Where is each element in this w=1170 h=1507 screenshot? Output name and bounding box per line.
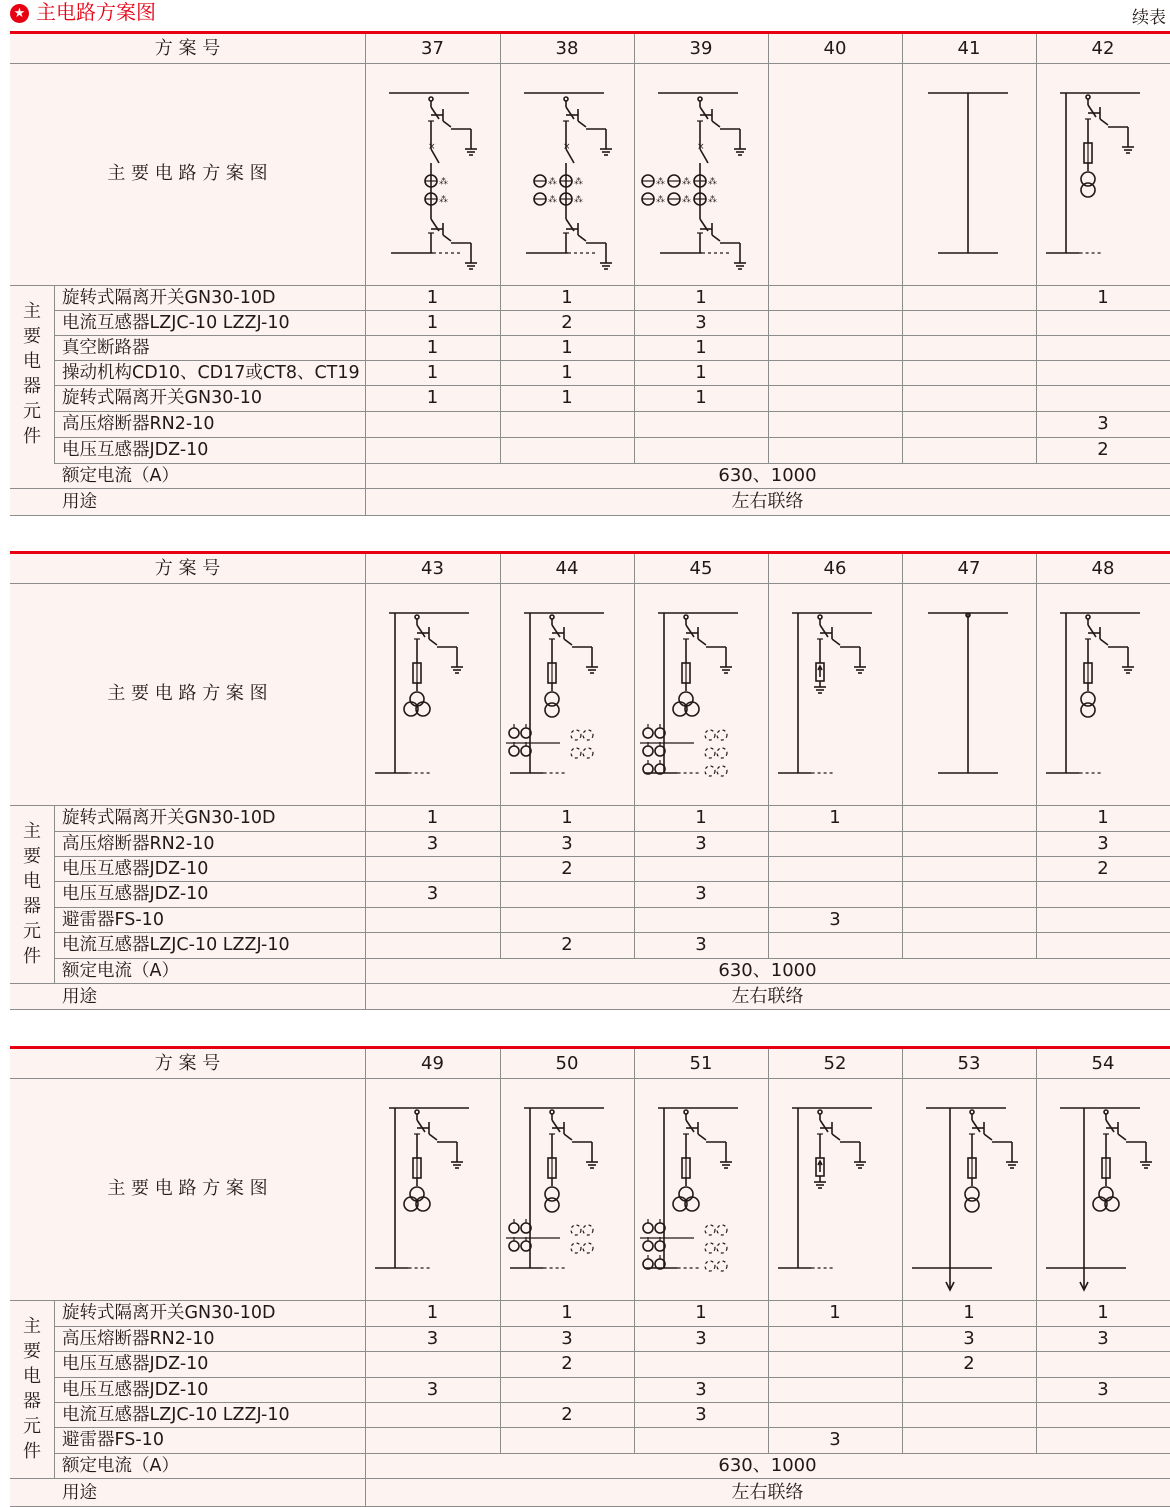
circuit-diagram-44 [500,583,634,805]
component-quantity [902,805,1036,831]
component-quantity: 2 [561,311,573,333]
component-quantity: 3 [426,1378,439,1400]
component-quantity: 3 [695,934,707,955]
grid-line [10,515,1170,516]
circuit-diagram-51 [634,1078,768,1300]
grid-line [768,554,769,958]
grid-line [634,1049,635,1453]
circuit-diagram-41 [902,63,1036,285]
component-name: 电压互感器JDZ-10 [62,440,209,460]
component-quantity: 2 [561,934,573,955]
component-group-label [10,285,54,463]
component-quantity: 3 [426,832,439,854]
component-quantity: 1 [561,336,573,358]
circuit-diagram-40 [768,63,902,285]
component-quantity: 3 [695,311,707,333]
circuit-diagram-37 [365,63,499,285]
component-quantity: 3 [963,1327,975,1349]
component-quantity [634,1351,768,1377]
grid-line [1036,1049,1037,1453]
component-quantity [634,411,768,437]
component-quantity [500,411,634,437]
group-label-char: 要 [23,846,41,867]
group-label-char: 要 [23,1341,41,1362]
circuit-diagram-47 [902,583,1036,805]
scheme-number: 38 [555,37,579,59]
scheme-number: 51 [689,1052,713,1074]
page-header [0,0,1170,30]
component-name: 真空断路器 [62,337,150,358]
svg-text:⁂: ⁂ [708,177,717,187]
component-quantity: 2 [561,1403,573,1425]
component-quantity: 1 [561,807,573,828]
component-quantity: 1 [695,361,707,383]
component-name: 电压互感器JDZ-10 [62,1354,209,1374]
component-quantity [768,856,902,881]
component-quantity: 3 [1097,832,1109,854]
component-quantity: 3 [426,883,439,904]
component-name: 高压熔断器RN2-10 [62,1328,215,1349]
component-quantity: 1 [426,387,439,408]
grid-line [768,1049,769,1453]
component-quantity [365,1402,500,1427]
group-label-char: 电 [23,351,41,372]
component-name: 电压互感器JDZ-10 [62,858,209,879]
grid-line [365,1300,366,1507]
component-quantity [902,856,1036,881]
grid-line [902,34,903,463]
group-label-char: 件 [23,426,41,447]
circuit-diagram-54 [1036,1078,1170,1300]
scheme-number: 53 [957,1052,981,1074]
component-quantity [1036,335,1170,360]
component-quantity [902,907,1036,932]
component-quantity: 1 [426,336,439,358]
component-quantity [365,907,500,932]
component-quantity [500,1427,634,1453]
svg-text:⁂: ⁂ [574,195,583,205]
component-quantity [1036,907,1170,932]
scheme-number-label: 方 案 号 [154,557,221,579]
diagram-row-label: 主 要 电 路 方 案 图 [107,163,268,184]
component-quantity [902,335,1036,360]
svg-text:⁂: ⁂ [574,177,583,187]
component-quantity: 1 [426,807,439,828]
component-quantity [902,1402,1036,1427]
component-quantity [365,411,500,437]
component-name: 旋转式隔离开关GN30-10D [62,1303,276,1323]
svg-text:⁂: ⁂ [656,195,665,205]
circuit-diagram-39 [634,63,768,285]
circuit-diagram-50 [500,1078,634,1300]
circuit-diagram-53 [902,1078,1036,1300]
component-quantity [768,285,902,310]
component-quantity: 1 [695,807,707,828]
rated-current-value: 630、1000 [718,959,817,981]
component-quantity [1036,360,1170,385]
svg-text:⁂: ⁂ [439,195,448,205]
component-name: 高压熔断器RN2-10 [62,833,215,854]
svg-text:⁂: ⁂ [439,177,448,187]
scheme-number: 41 [957,37,981,59]
component-quantity [768,881,902,907]
scheme-table-2 [10,551,1170,1010]
grid-line [902,1049,903,1453]
component-quantity [1036,1427,1170,1453]
component-quantity [365,1427,500,1453]
component-name: 避雷器FS-10 [62,1430,164,1450]
component-quantity [902,360,1036,385]
component-quantity [902,831,1036,856]
group-label-char: 器 [23,376,41,397]
component-quantity [365,437,500,463]
grid-line [500,34,501,463]
component-quantity [768,831,902,856]
component-quantity [365,932,500,958]
scheme-number: 37 [421,37,444,59]
component-quantity [768,411,902,437]
component-quantity: 3 [561,1327,573,1349]
continued-label: 续表 [1132,8,1166,28]
component-quantity: 1 [829,1302,841,1323]
component-group-label [10,805,54,983]
component-quantity: 1 [695,286,707,308]
component-quantity [500,437,634,463]
component-quantity: 3 [829,908,841,930]
component-name: 电压互感器JDZ-10 [62,1379,209,1400]
scheme-table-3 [10,1046,1170,1507]
circuit-diagram-49 [365,1078,499,1300]
svg-text:⁂: ⁂ [656,177,665,187]
svg-text:⁂: ⁂ [548,177,557,187]
scheme-number: 54 [1091,1052,1115,1074]
component-quantity [634,856,768,881]
component-quantity: 2 [1097,857,1109,879]
page-title: 主电路方案图 [36,0,156,24]
scheme-number: 42 [1091,37,1115,59]
component-quantity [500,881,634,907]
component-quantity [1036,932,1170,958]
scheme-number: 47 [957,557,981,579]
group-label-char: 电 [23,871,41,892]
circuit-diagram-48 [1036,583,1170,805]
component-quantity: 1 [1097,1302,1109,1323]
component-quantity: 1 [963,1302,975,1323]
component-quantity: 2 [561,857,573,879]
grid-line [500,1049,501,1453]
component-quantity: 3 [695,883,707,904]
circuit-diagram-42 [1036,63,1170,285]
grid-line [634,554,635,958]
group-label-char: 主 [23,1316,41,1337]
group-label-char: 元 [23,401,41,422]
component-quantity [365,856,500,881]
component-quantity [902,437,1036,463]
scheme-number: 39 [689,37,713,59]
component-quantity [768,360,902,385]
component-quantity: 1 [1097,807,1109,828]
circuit-diagram-43 [365,583,499,805]
component-quantity [365,1351,500,1377]
rated-current-label: 额定电流（A） [62,465,179,486]
group-label-char: 件 [23,1441,41,1462]
component-quantity [902,881,1036,907]
scheme-number: 46 [823,557,847,579]
component-name: 电流互感器LZJC-10 LZZJ-10 [62,935,290,955]
component-quantity: 1 [1097,286,1109,308]
component-quantity: 1 [561,387,573,408]
component-quantity [634,437,768,463]
component-quantity [902,285,1036,310]
grid-line [1036,554,1037,958]
component-quantity: 3 [1097,413,1109,434]
component-quantity: 3 [695,1403,707,1425]
component-quantity [902,385,1036,411]
component-quantity: 2 [963,1353,975,1374]
svg-text:⁂: ⁂ [708,195,717,205]
component-quantity [1036,1351,1170,1377]
circuit-diagram-45 [634,583,768,805]
svg-text:⁂: ⁂ [548,195,557,205]
component-quantity [768,1377,902,1402]
component-quantity [768,1402,902,1427]
grid-line [54,1300,55,1478]
usage-label: 用途 [62,492,97,512]
group-label-char: 要 [23,326,41,347]
svg-text:⁂: ⁂ [682,195,691,205]
grid-line [54,805,55,983]
component-quantity [902,1377,1036,1402]
component-quantity: 3 [561,832,573,854]
group-label-char: 器 [23,1391,41,1412]
component-quantity [768,1351,902,1377]
scheme-number: 40 [823,37,847,59]
component-quantity [634,907,768,932]
component-quantity [902,411,1036,437]
group-label-char: 主 [23,821,41,842]
rated-current-value: 630、1000 [718,1454,817,1476]
component-quantity: 2 [561,1353,573,1374]
rated-current-value: 630、1000 [718,464,817,486]
usage-value: 左右联络 [731,491,804,512]
usage-label: 用途 [62,986,97,1007]
component-quantity: 3 [426,1327,439,1349]
grid-line [1036,34,1037,463]
diagram-row-label: 主 要 电 路 方 案 图 [107,1178,268,1199]
component-quantity [768,310,902,335]
component-quantity: 1 [695,336,707,358]
component-quantity: 3 [1097,1378,1109,1400]
grid-line [768,34,769,463]
svg-text:×: × [428,142,436,152]
scheme-number: 45 [689,557,713,579]
component-quantity [500,1377,634,1402]
star-icon: ★ [10,4,29,23]
component-quantity [768,932,902,958]
diagram-row-label: 主 要 电 路 方 案 图 [107,683,268,704]
component-quantity [634,1427,768,1453]
component-quantity: 1 [426,1302,439,1323]
rated-current-label: 额定电流（A） [62,960,179,981]
component-name: 旋转式隔离开关GN30-10D [62,808,276,828]
scheme-table-1 [10,31,1170,516]
svg-text:×: × [563,142,571,152]
component-name: 电流互感器LZJC-10 LZZJ-10 [62,312,290,333]
component-quantity: 1 [426,286,439,308]
scheme-number-label: 方 案 号 [154,37,221,59]
scheme-number: 49 [421,1052,444,1074]
component-name: 电流互感器LZJC-10 LZZJ-10 [62,1404,290,1425]
circuit-diagram-46 [768,583,902,805]
component-quantity [768,437,902,463]
circuit-diagram-52 [768,1078,902,1300]
component-name: 旋转式隔离开关GN30-10 [62,388,263,408]
component-quantity: 3 [829,1429,841,1450]
component-name: 高压熔断器RN2-10 [62,414,215,434]
scheme-number: 52 [823,1052,847,1074]
component-quantity: 1 [426,361,439,383]
grid-line [902,554,903,958]
component-quantity [500,907,634,932]
component-quantity [1036,881,1170,907]
component-quantity [902,932,1036,958]
usage-value: 左右联络 [731,985,804,1007]
component-quantity [768,1326,902,1351]
scheme-number-label: 方 案 号 [154,1052,221,1074]
svg-text:⁂: ⁂ [682,177,691,187]
component-quantity [768,385,902,411]
component-quantity: 1 [561,1302,573,1323]
grid-line [10,1009,1170,1010]
component-quantity: 1 [695,1302,707,1323]
group-label-char: 主 [23,301,41,322]
scheme-number: 44 [555,557,579,579]
component-quantity [902,1427,1036,1453]
component-quantity: 3 [1097,1327,1109,1349]
group-label-char: 元 [23,1416,41,1437]
component-quantity: 3 [695,1378,707,1400]
component-quantity [1036,1402,1170,1427]
component-quantity [1036,310,1170,335]
scheme-number: 48 [1091,557,1115,579]
svg-text:×: × [697,142,705,152]
component-quantity [768,335,902,360]
group-label-char: 件 [23,946,41,967]
component-quantity: 3 [695,1327,707,1349]
usage-value: 左右联络 [731,1481,804,1503]
grid-line [365,285,366,516]
component-name: 旋转式隔离开关GN30-10D [62,287,276,308]
component-quantity: 2 [1097,439,1109,460]
grid-line [54,285,55,463]
grid-line [500,554,501,958]
component-name: 电压互感器JDZ-10 [62,884,209,904]
component-group-label [10,1300,54,1478]
scheme-number: 43 [421,557,444,579]
component-quantity [902,310,1036,335]
usage-label: 用途 [62,1482,97,1503]
component-name: 避雷器FS-10 [62,909,164,930]
group-label-char: 电 [23,1366,41,1387]
scheme-number: 50 [555,1052,579,1074]
component-quantity [1036,385,1170,411]
grid-line [365,805,366,1010]
component-quantity: 1 [695,387,707,408]
component-name: 操动机构CD10、CD17或CT8、CT19 [62,362,360,383]
grid-line [634,34,635,463]
component-quantity: 1 [829,807,841,828]
component-quantity: 1 [561,361,573,383]
component-quantity: 1 [426,311,439,333]
rated-current-label: 额定电流（A） [62,1455,179,1476]
group-label-char: 器 [23,896,41,917]
group-label-char: 元 [23,921,41,942]
circuit-diagram-38 [500,63,634,285]
component-quantity: 1 [561,286,573,308]
component-quantity: 3 [695,832,707,854]
